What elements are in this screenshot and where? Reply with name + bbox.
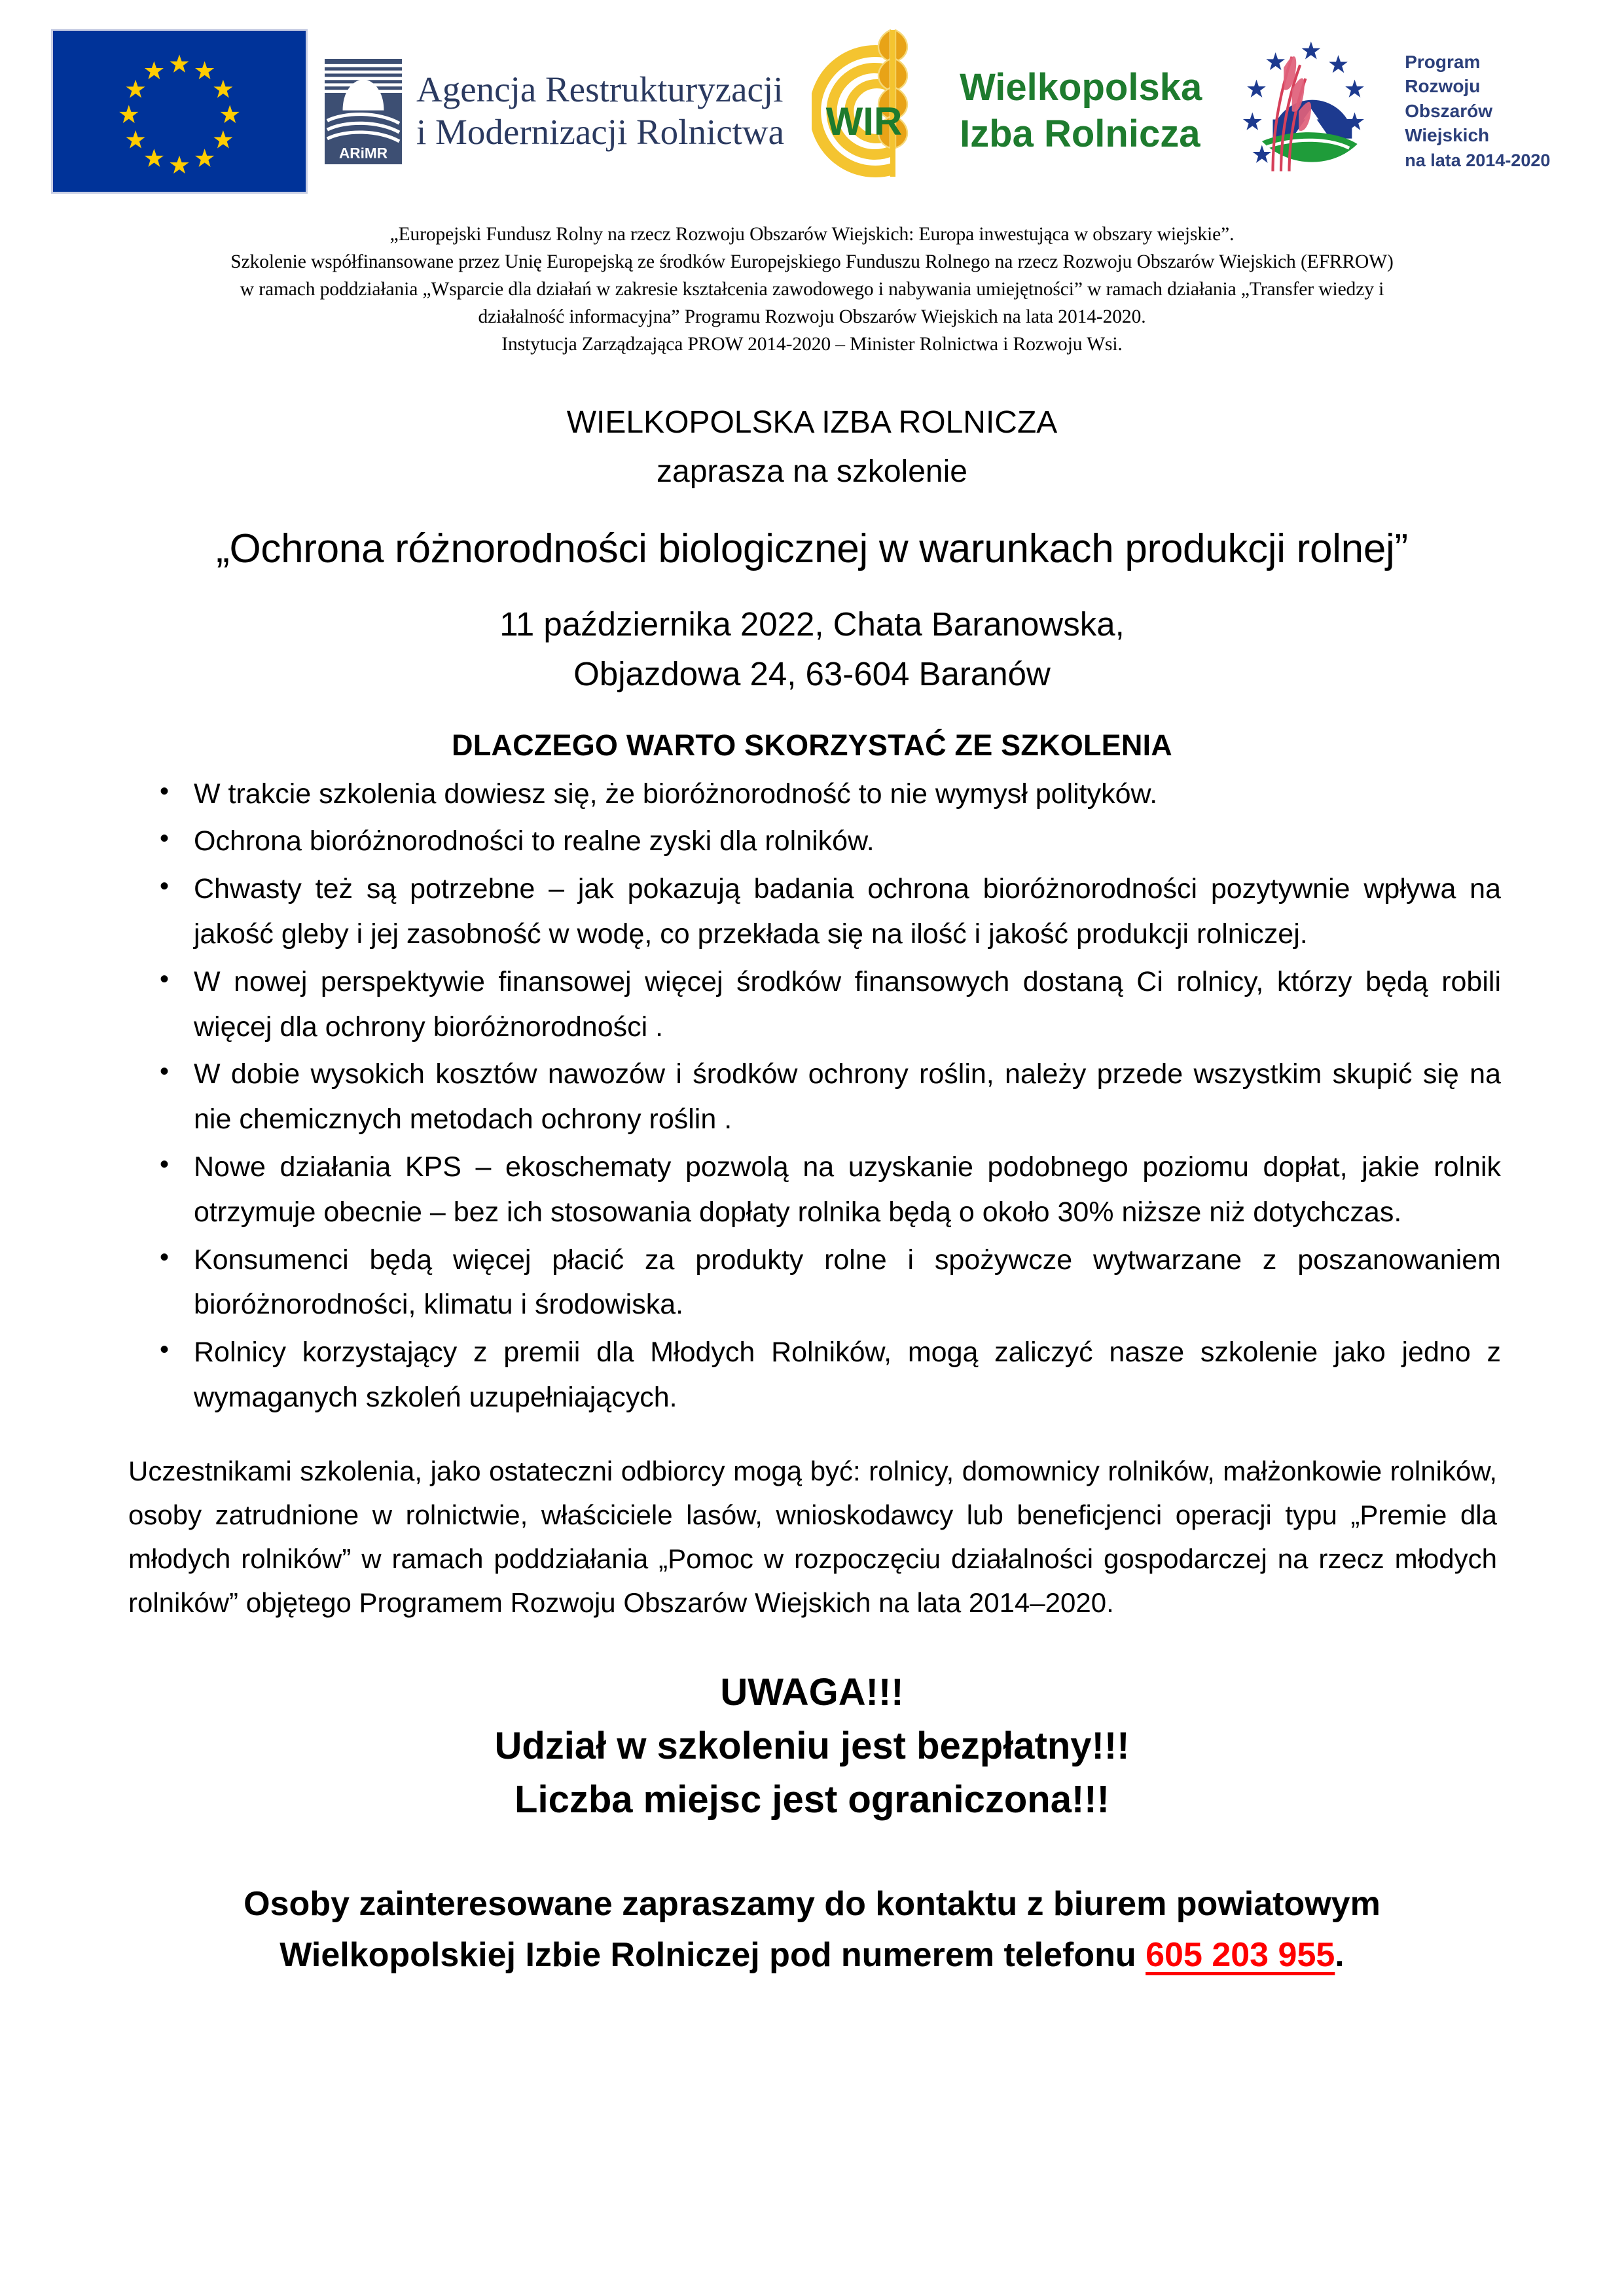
arimr-line-2: i Modernizacji Rolnictwa [416,112,785,152]
notice-line-1: UWAGA!!! [720,1670,904,1713]
contact-block [123,1878,1501,1981]
list-item: • Nowe działania KPS – ekoschematy pozwolą na uzyskanie podobnego poziomu dopłat, jakie rolnik otrzymuje obecnie – bez ich stosowania dopłaty rolnika będą o około 30% niższe niż dotychczas. [123,1145,1501,1235]
funding-note-line-4: działalność informacyjna” Programu Rozwoju Obszarów Wiejskich na lata 2014-2020. [478,306,1146,327]
arimr-wordmark [416,69,784,154]
phone-number[interactable]: 605 203 955 [1146,1935,1335,1974]
svg-text:ARiMR: ARiMR [338,145,388,162]
funding-note-line-5: Instytucja Zarządzająca PROW 2014-2020 – Minister Rolnictwa i Rozwoju Wsi. [501,333,1123,355]
arimr-emblem-icon [325,59,402,164]
organizer-name: WIELKOPOLSKA IZBA ROLNICZA [566,405,1058,440]
eu-funding-disclaimer [164,221,1460,358]
notice-line-2: Udział w szkoleniu jest bezpłatny!!! [494,1724,1130,1767]
event-address: Objazdowa 24, 63-604 Baranów [573,655,1051,693]
prow-line-1: Program [1405,52,1481,73]
important-notice [123,1666,1501,1827]
wir-wordmark [960,65,1202,158]
funding-note-line-1: „Europejski Fundusz Rolny na rzecz Rozwoju Obszarów Wiejskich: Europa inwestująca w obszary wiejskie”. [389,224,1235,245]
prow-line-4: Wiejskich [1405,124,1490,145]
prow-wordmark [1405,50,1550,173]
list-item: • W trakcie szkolenia dowiesz się, że bioróżnorodność to nie wymysł polityków. [123,772,1501,817]
prow-logo [1232,29,1550,193]
svg-text:WIR: WIR [825,99,903,143]
invitation-block [123,399,1501,496]
wir-line-2: Izba Rolnicza [960,113,1200,155]
arimr-logo [325,59,784,164]
funding-note-line-2: Szkolenie współfinansowane przez Unię Europejską ze środków Europejskiego Funduszu Rolnego na rzecz Rozwoju Obszarów Wiejskich (EFRROW) [230,251,1394,272]
arimr-line-1: Agencja Restrukturyzacji [416,69,784,110]
prow-years: na lata 2014-2020 [1405,151,1551,171]
event-details [123,600,1501,700]
contact-line-2 [123,1929,1501,1981]
contact-line-2-suffix: . [1335,1935,1344,1974]
list-item: • Rolnicy korzystający z premii dla Młodych Rolników, mogą zaliczyć nasze szkolenie jako jedno z wymaganych szkoleń uzupełniających. [123,1330,1501,1420]
page-title: „Ochrona różnorodności biologicznej w warunkach produkcji rolnej” [216,526,1408,572]
prow-emblem-icon [1232,29,1396,193]
notice-line-3: Liczba miejsc jest ograniczona!!! [514,1778,1110,1821]
list-item: • Chwasty też są potrzebne – jak pokazują badania ochrona bioróżnorodności pozytywnie wpływa na jakość gleby i jej zasobność w wodę, co przekłada się na ilość i jakość produkcji rolniczej. [123,867,1501,957]
list-item: • Ochrona bioróżnorodności to realne zyski dla rolników. [123,819,1501,864]
event-date-venue: 11 października 2022, Chata Baranowska, [499,605,1125,643]
funding-note-line-3: w ramach poddziałania „Wsparcie dla działań w zakresie kształcenia zawodowego i nabywania umiejętności” w ramach działania „Transfer wiedzy i [240,278,1384,300]
wielkopolska-izba-rolnicza-logo [812,20,1202,203]
invitation-action: zaprasza na szkolenie [657,454,967,489]
european-union-flag-icon [51,29,308,194]
contact-line-1: Osoby zainteresowane zapraszamy do kontaktu z biurem powiatowym [244,1884,1380,1923]
list-item: • Konsumenci będą więcej płacić za produkty rolne i spożywcze wytwarzane z poszanowaniem bioróżnorodności, klimatu i środowiska. [123,1238,1501,1328]
why-attend-list [123,772,1501,1420]
logo-strip [51,0,1551,209]
why-attend-heading: DLACZEGO WARTO SKORZYSTAĆ ZE SZKOLENIA [452,728,1172,762]
list-item: • W dobie wysokich kosztów nawozów i środków ochrony roślin, należy przede wszystkim skupić się na nie chemicznych metodach ochrony roślin . [123,1052,1501,1142]
prow-line-3: Obszarów [1405,100,1493,121]
wir-line-1: Wielkopolska [960,66,1202,109]
contact-line-2-prefix: Wielkopolskiej Izbie Rolniczej pod numerem telefonu [280,1935,1146,1974]
prow-line-2: Rozwoju [1405,76,1481,97]
eligible-participants-paragraph: Uczestnikami szkolenia, jako ostateczni odbiorcy mogą być: rolnicy, domownicy rolników, małżonkowie rolników, osoby zatrudnione w rolnictwie, właściciele lasów, wnioskodawcy lub beneficjenci operacji typu „Premie dla młodych rolników” w ramach poddziałania „Pomoc w rozpoczęciu działalności gospodarczej na rzecz młodych rolników” objętego Programem Rozwoju Obszarów Wiejskich na lata 2014–2020. [128,1455,1497,1619]
list-item: • W nowej perspektywie finansowej więcej środków finansowych dostaną Ci rolnicy, którzy będą robili więcej dla ochrony bioróżnorodności . [123,960,1501,1050]
wir-emblem-icon [812,20,949,203]
